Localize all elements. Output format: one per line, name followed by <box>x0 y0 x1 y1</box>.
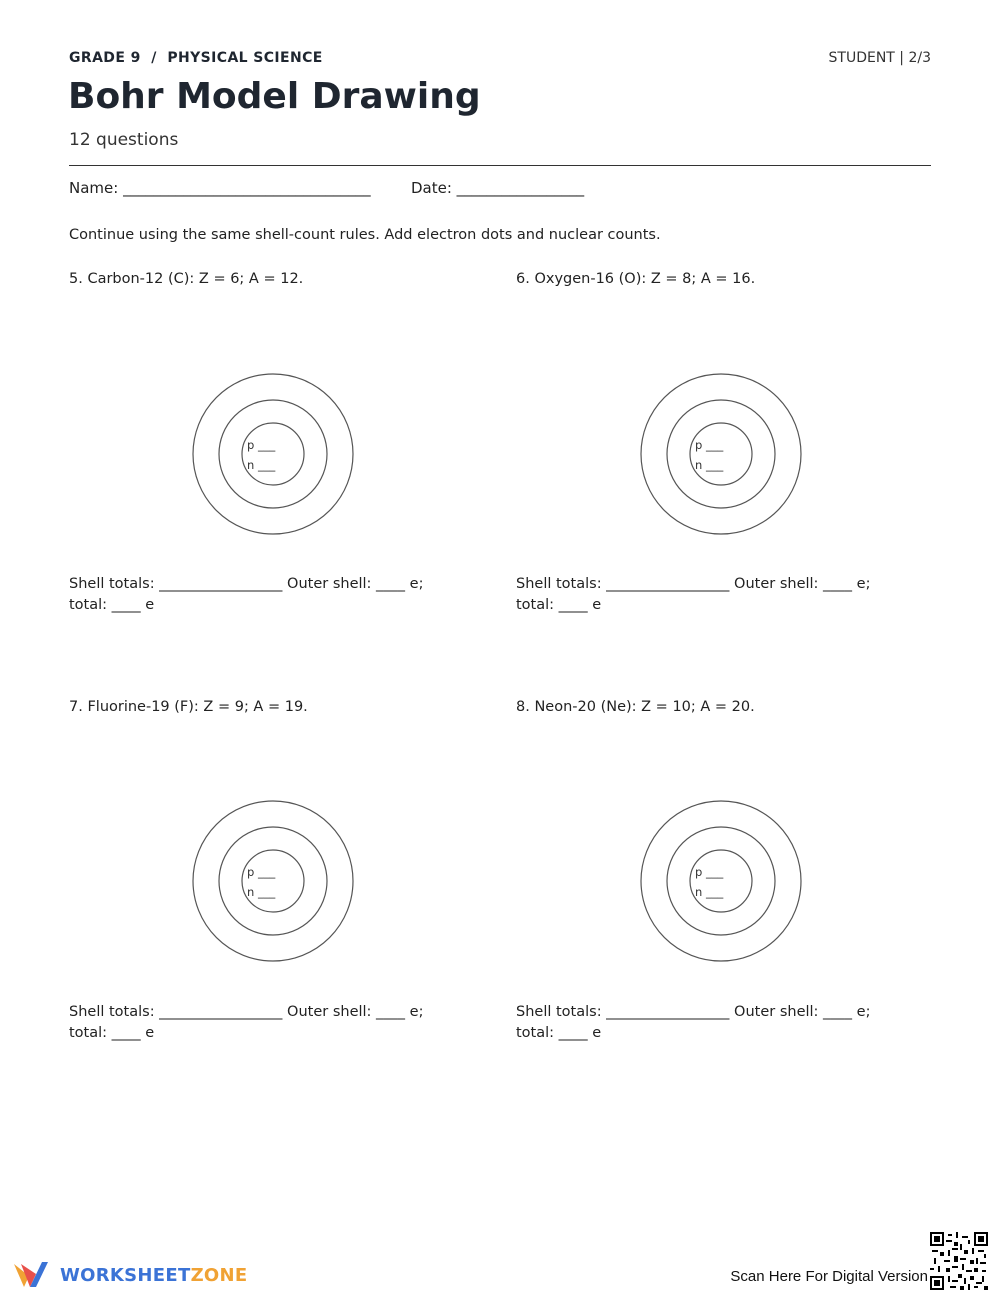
inner-shell-ring <box>219 827 327 935</box>
brand-wordmark <box>60 1265 248 1286</box>
nucleus-circle <box>242 850 304 912</box>
outer-shell-ring <box>641 801 801 961</box>
page-title: Bohr Model Drawing <box>68 76 481 117</box>
nucleus-circle <box>690 850 752 912</box>
answer-block[interactable] <box>516 1002 926 1044</box>
answer-line-shells: Shell totals: _________________ Outer shell: ____ e; <box>516 1004 871 1020</box>
question-prompt: 8. Neon-20 (Ne): Z = 10; A = 20. <box>516 699 755 715</box>
brand-part-zone: ZONE <box>190 1264 248 1286</box>
inner-shell-ring <box>667 827 775 935</box>
worksheetzone-logo[interactable] <box>12 1258 248 1292</box>
proton-count-label[interactable]: p ___ <box>695 438 724 452</box>
brand-part-worksheet: WORKSHEET <box>60 1264 191 1286</box>
neutron-count-label[interactable]: n ___ <box>695 458 724 472</box>
answer-line-shells: Shell totals: _________________ Outer shell: ____ e; <box>69 1004 424 1020</box>
name-field[interactable]: Name: _________________________________ <box>69 179 371 197</box>
neutron-count-label[interactable]: n ___ <box>247 885 276 899</box>
answer-line-total: total: ____ e <box>516 597 602 613</box>
subject-label: PHYSICAL SCIENCE <box>167 50 323 66</box>
question-prompt: 7. Fluorine-19 (F): Z = 9; A = 19. <box>69 699 308 715</box>
answer-line-total: total: ____ e <box>69 1025 155 1041</box>
date-field[interactable]: Date: _________________ <box>411 179 585 197</box>
instructions: Continue using the same shell-count rules. Add electron dots and nuclear counts. <box>69 227 661 243</box>
bohr-model-diagram[interactable] <box>639 799 803 963</box>
header-divider <box>69 165 931 166</box>
question-prompt: 6. Oxygen-16 (O): Z = 8; A = 16. <box>516 271 756 287</box>
question-count: 12 questions <box>69 130 179 150</box>
outer-shell-ring <box>193 374 353 534</box>
inner-shell-ring <box>667 400 775 508</box>
bohr-model-diagram[interactable] <box>191 799 355 963</box>
grade-label: GRADE 9 <box>69 50 141 66</box>
question-prompt: 5. Carbon-12 (C): Z = 6; A = 12. <box>69 271 304 287</box>
neutron-count-label[interactable]: n ___ <box>247 458 276 472</box>
answer-block[interactable] <box>69 574 479 616</box>
page-info: STUDENT | 2/3 <box>828 50 931 66</box>
proton-count-label[interactable]: p ___ <box>247 438 276 452</box>
answer-block[interactable] <box>69 1002 479 1044</box>
kicker-separator: / <box>151 50 157 66</box>
answer-line-total: total: ____ e <box>516 1025 602 1041</box>
worksheetzone-w-logo-icon <box>12 1260 54 1290</box>
neutron-count-label[interactable]: n ___ <box>695 885 724 899</box>
outer-shell-ring <box>193 801 353 961</box>
bohr-model-diagram[interactable] <box>191 372 355 536</box>
answer-block[interactable] <box>516 574 926 616</box>
qr-code-icon[interactable] <box>930 1232 988 1290</box>
answer-line-shells: Shell totals: _________________ Outer shell: ____ e; <box>516 576 871 592</box>
proton-count-label[interactable]: p ___ <box>247 865 276 879</box>
grade-subject-kicker <box>69 50 323 66</box>
scan-instruction: Scan Here For Digital Version <box>730 1268 928 1285</box>
proton-count-label[interactable]: p ___ <box>695 865 724 879</box>
answer-line-shells: Shell totals: _________________ Outer shell: ____ e; <box>69 576 424 592</box>
outer-shell-ring <box>641 374 801 534</box>
inner-shell-ring <box>219 400 327 508</box>
answer-line-total: total: ____ e <box>69 597 155 613</box>
bohr-model-diagram[interactable] <box>639 372 803 536</box>
nucleus-circle <box>242 423 304 485</box>
nucleus-circle <box>690 423 752 485</box>
